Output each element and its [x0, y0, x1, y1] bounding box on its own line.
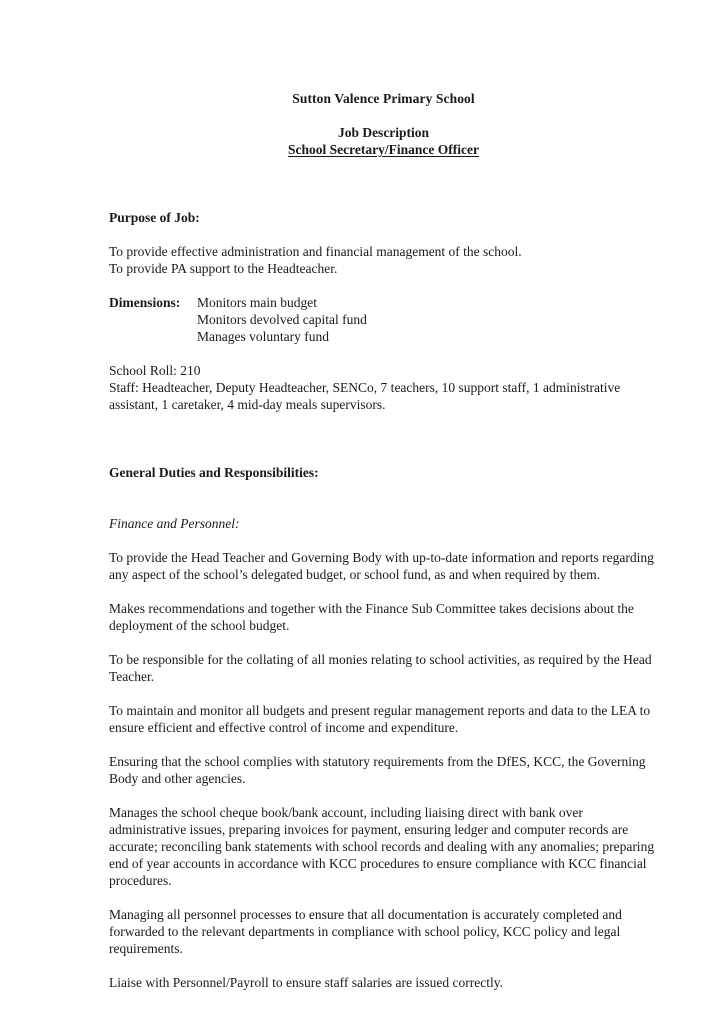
spacer	[109, 226, 658, 243]
dimensions-block	[109, 294, 658, 345]
role-title: School Secretary/Finance Officer	[288, 142, 479, 157]
document-body	[109, 90, 658, 991]
dimensions-item: Monitors main budget	[197, 295, 317, 310]
spacer	[109, 634, 658, 651]
duty-paragraph: Ensuring that the school complies with statutory requirements from the DfES, KCC, the Governing Body and other agencies.	[109, 754, 646, 786]
duty-paragraph: To be responsible for the collating of all monies relating to school activities, as required by the Head Teacher.	[109, 652, 652, 684]
spacer	[109, 192, 658, 209]
duty-paragraph: Makes recommendations and together with the Finance Sub Committee takes decisions about the deployment of the school budget.	[109, 601, 634, 633]
duty-paragraph: To provide the Head Teacher and Governing Body with up-to-date information and reports regarding any aspect of the school’s delegated budget, or school fund, as and when required by them.	[109, 550, 654, 582]
spacer	[109, 481, 658, 498]
spacer	[109, 447, 658, 464]
duty-paragraph: To maintain and monitor all budgets and present regular management reports and data to the LEA to ensure efficient and effective control of income and expenditure.	[109, 703, 651, 735]
duty-paragraph: Managing all personnel processes to ensure that all documentation is accurately completed and forwarded to the relevant departments in compliance with school policy, KCC policy and legal requirements.	[109, 907, 622, 956]
school-stats-block	[109, 362, 658, 413]
spacer	[109, 107, 658, 124]
school-roll-line: School Roll: 210	[109, 363, 201, 378]
spacer	[109, 498, 658, 515]
spacer	[109, 889, 658, 906]
spacer	[109, 787, 658, 804]
finance-and-personnel-subheading: Finance and Personnel:	[109, 516, 240, 531]
staff-line: Staff: Headteacher, Deputy Headteacher, SENCo, 7 teachers, 10 support staff, 1 administrative assistant, 1 caretaker, 4 mid-day meals supervisors.	[109, 380, 621, 412]
spacer	[109, 532, 658, 549]
dimensions-values	[197, 294, 658, 345]
dimensions-item: Monitors devolved capital fund	[197, 312, 367, 327]
spacer	[109, 345, 658, 362]
purpose-of-job-lines	[109, 243, 658, 277]
purpose-line: To provide PA support to the Headteacher.	[109, 261, 338, 276]
duty-paragraph: Manages the school cheque book/bank account, including liaising direct with bank over administrative issues, preparing invoices for payment, ensuring ledger and computer records are accurate; reconciling bank statements with school records and dealing with any anomalies; preparing end of year accounts in accordance with KCC procedures to ensure compliance with KCC financial procedures.	[109, 805, 655, 888]
spacer	[109, 583, 658, 600]
spacer	[109, 957, 658, 974]
spacer	[109, 685, 658, 702]
dimensions-label: Dimensions:	[109, 295, 181, 310]
duty-paragraph: Liaise with Personnel/Payroll to ensure staff salaries are issued correctly.	[109, 975, 504, 990]
organization-title: Sutton Valence Primary School	[292, 91, 475, 106]
spacer	[109, 158, 658, 192]
general-duties-heading: General Duties and Responsibilities:	[109, 465, 319, 480]
dimensions-item: Manages voluntary fund	[197, 329, 329, 344]
title-block	[109, 90, 658, 158]
purpose-line: To provide effective administration and financial management of the school.	[109, 244, 522, 259]
purpose-of-job-heading: Purpose of Job:	[109, 210, 200, 225]
document-type-title: Job Description	[337, 125, 430, 140]
spacer	[109, 736, 658, 753]
spacer	[109, 413, 658, 447]
spacer	[109, 277, 658, 294]
